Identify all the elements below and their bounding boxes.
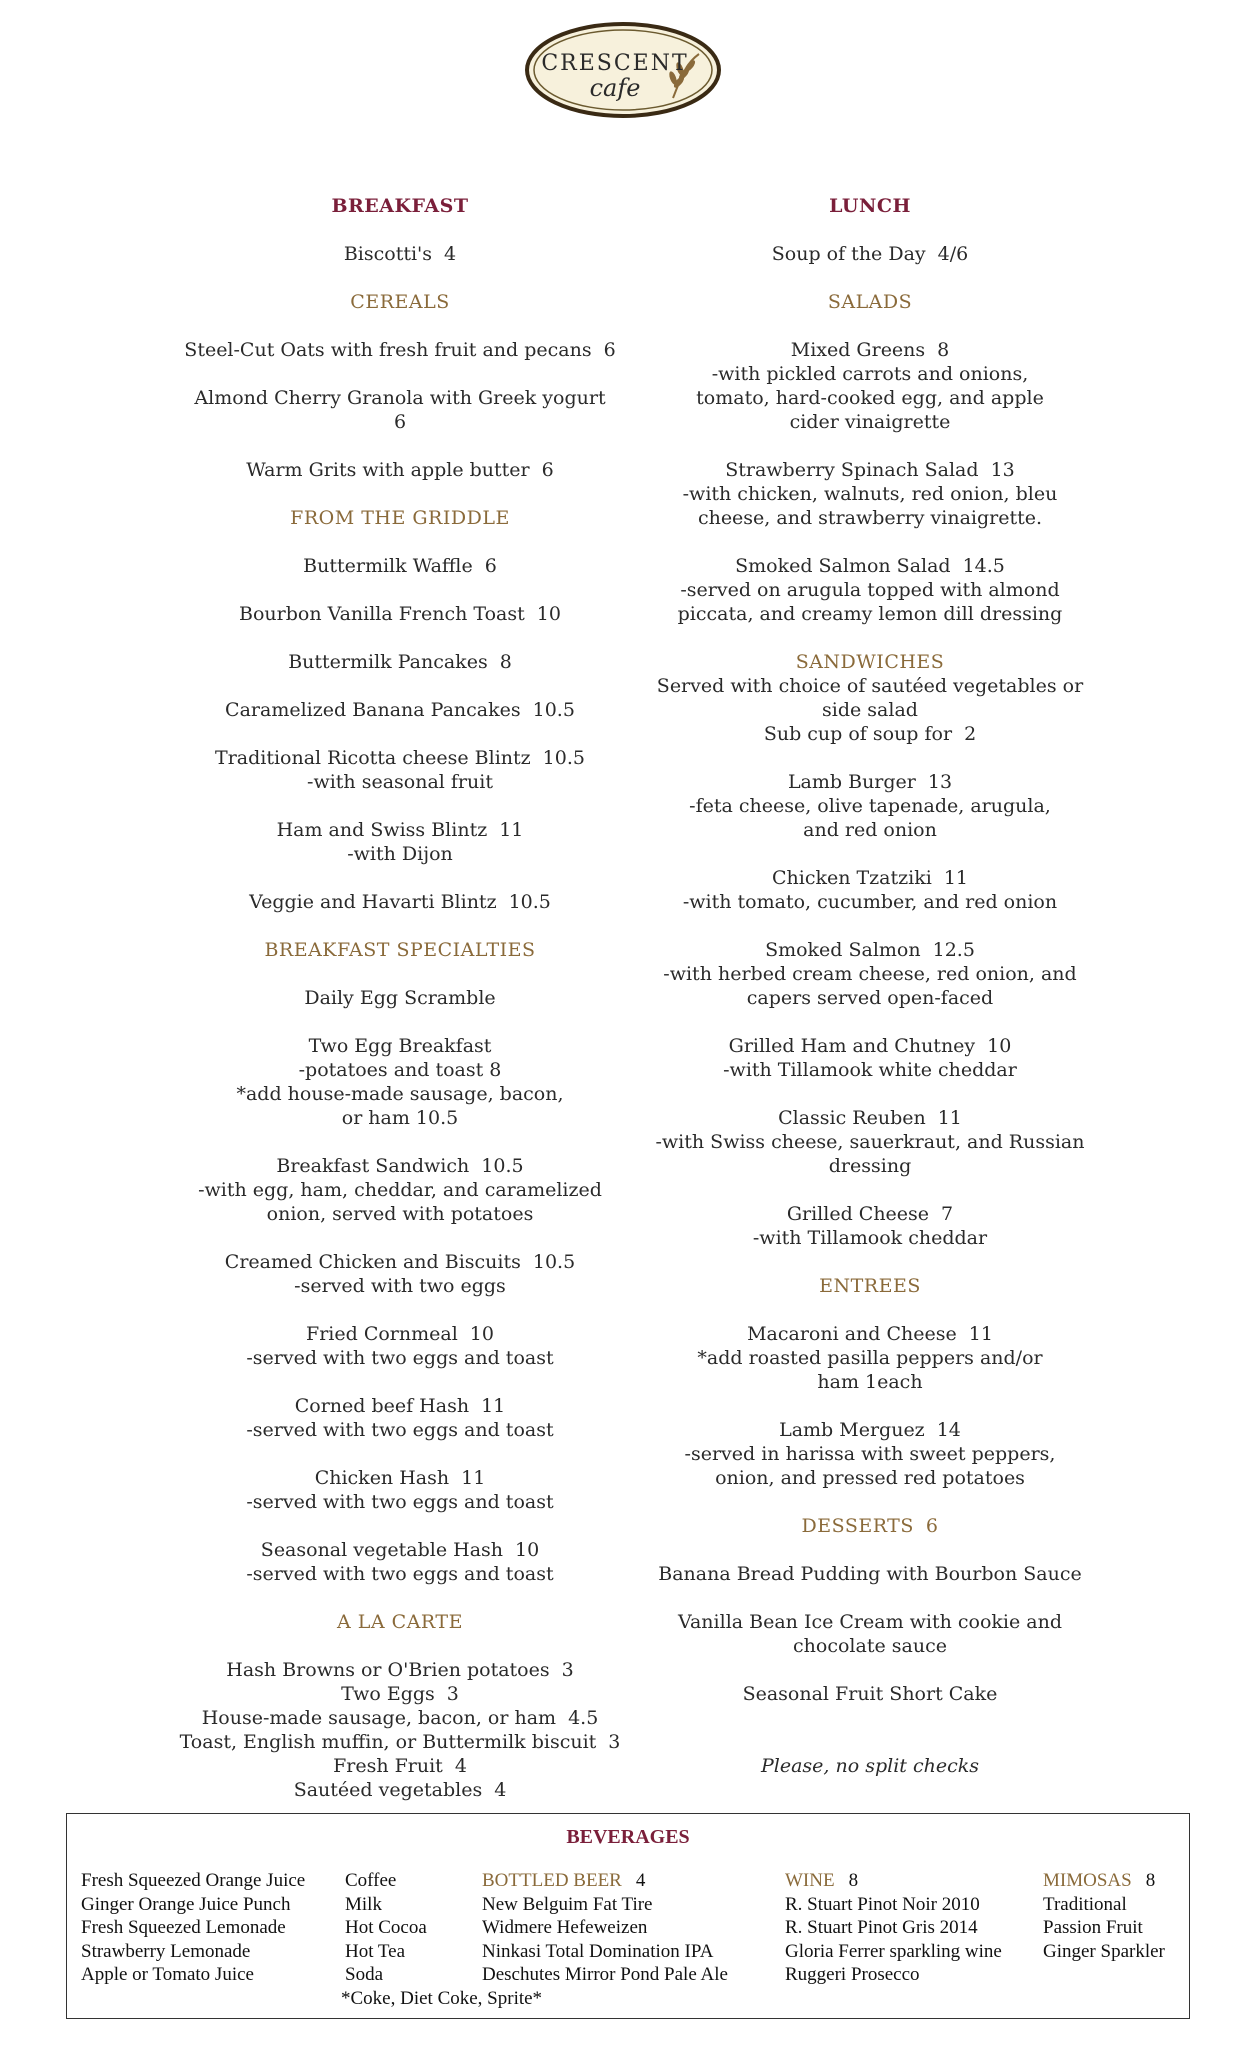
menu-item: Banana Bread Pudding with Bourbon Sauce — [658, 1563, 1082, 1585]
menu-item: Buttermilk Waffle 6 — [303, 555, 497, 577]
menu-item: Traditional Ricotta cheese Blintz 10.5 -with seasonal fruit — [215, 747, 585, 793]
beverage-item: Passion Fruit — [1043, 1917, 1143, 1938]
beverage-item: Milk — [345, 1893, 382, 1915]
beverage-item: Deschutes Mirror Pond Pale Ale — [482, 1964, 728, 1985]
menu-item: Biscotti's 4 — [343, 243, 457, 265]
beverage-item: Gloria Ferrer sparkling wine — [785, 1940, 1002, 1962]
menu-item: Macaroni and Cheese 11 *add roasted pasilla peppers and/or ham 1each — [697, 1323, 1043, 1393]
section-salads: SALADS — [827, 291, 913, 313]
menu-item: Lamb Merguez 14 -served in harissa with sweet peppers, onion, and pressed red potatoes — [684, 1419, 1056, 1489]
bottled-beer-list — [482, 1869, 728, 1987]
menu-item: Grilled Cheese 7 -with Tillamook cheddar — [752, 1203, 988, 1249]
soup-sub-note: Sub cup of soup for 2 — [763, 723, 977, 745]
menu-item: Chicken Hash 11 -served with two eggs and toast — [246, 1467, 554, 1513]
logo-wordmark: CRESCENT — [541, 51, 689, 76]
beverage-item: New Belguim Fat Tire — [482, 1893, 653, 1915]
juices-list — [81, 1869, 305, 1987]
logo-cafe: cafe — [589, 74, 641, 102]
wine-list — [785, 1869, 1002, 1987]
menu-item: Toast, English muffin, or Buttermilk biscuit 3 — [179, 1731, 621, 1753]
menu-item: Seasonal vegetable Hash 10 -served with two eggs and toast — [246, 1539, 554, 1585]
lunch-title: LUNCH — [829, 195, 911, 217]
menu-item: Creamed Chicken and Biscuits 10.5 -served with two eggs — [224, 1251, 576, 1297]
menu-item: Hash Browns or O'Brien potatoes 3 — [226, 1659, 574, 1681]
menu-item: Daily Egg Scramble — [304, 987, 496, 1009]
menu-item: Classic Reuben 11 -with Swiss cheese, sauerkraut, and Russian dressing — [655, 1107, 1085, 1177]
beverage-item: Apple or Tomato Juice — [81, 1964, 254, 1985]
beverages-title: BEVERAGES — [566, 1826, 690, 1848]
menu-item: Sautéed vegetables 4 — [293, 1779, 507, 1801]
section-entrees: ENTREES — [819, 1275, 921, 1297]
beverage-item: Ginger Orange Juice Punch — [81, 1893, 291, 1915]
menu-item: Corned beef Hash 11 -served with two eggs and toast — [246, 1395, 554, 1441]
beverage-item: Hot Tea — [345, 1940, 406, 1962]
menu-item: Breakfast Sandwich 10.5 -with egg, ham, cheddar, and caramelized onion, served with potatoes — [198, 1155, 602, 1225]
menu-item: Strawberry Spinach Salad 13 -with chicken, walnuts, red onion, bleu cheese, and strawberry vinaigrette. — [682, 459, 1058, 529]
menu-item: Fresh Fruit 4 — [333, 1755, 467, 1777]
beverage-item: Hot Cocoa — [345, 1917, 427, 1938]
menu-item: Smoked Salmon Salad 14.5 -served on arugula topped with almond piccata, and creamy lemon dill dressing — [677, 555, 1063, 625]
menu-item: Veggie and Havarti Blintz 10.5 — [249, 891, 551, 913]
menu-item: Buttermilk Pancakes 8 — [288, 651, 512, 673]
mimosas-heading: MIMOSAS 8 — [1043, 1870, 1156, 1891]
beverage-item: Ninkasi Total Domination IPA — [482, 1940, 714, 1962]
menu-item: Two Egg Breakfast -potatoes and toast 8 *add house-made sausage, bacon, or ham 10.5 — [236, 1035, 564, 1129]
mimosas-list — [1043, 1869, 1165, 1963]
menu-item: Steel-Cut Oats with fresh fruit and pecans 6 — [184, 339, 616, 361]
menu-item: Mixed Greens 8 -with pickled carrots and onions, tomato, hard-cooked egg, and apple cider vinaigrette — [696, 339, 1044, 433]
section-a-la-carte: A LA CARTE — [337, 1611, 463, 1633]
section-breakfast-specialties: BREAKFAST SPECIALTIES — [264, 939, 536, 961]
crescent-cafe-logo — [523, 20, 723, 120]
beverage-item: Traditional — [1043, 1893, 1127, 1915]
beverage-item: Soda — [345, 1964, 383, 1985]
beverage-item: R. Stuart Pinot Noir 2010 — [785, 1893, 980, 1915]
menu-item: Ham and Swiss Blintz 11 -with Dijon — [276, 819, 524, 865]
beverage-item: Fresh Squeezed Orange Juice — [81, 1870, 306, 1891]
beverage-item: Coffee — [345, 1870, 397, 1891]
menu-item: Bourbon Vanilla French Toast 10 — [239, 603, 561, 625]
menu-item: Warm Grits with apple butter 6 — [246, 459, 554, 481]
menu-item: Caramelized Banana Pancakes 10.5 — [225, 699, 575, 721]
beverages-box — [66, 1813, 1190, 2019]
beverage-item: Strawberry Lemonade — [81, 1940, 251, 1962]
section-from-the-griddle: FROM THE GRIDDLE — [290, 507, 510, 529]
beverage-item: Fresh Squeezed Lemonade — [81, 1917, 286, 1938]
section-desserts: DESSERTS 6 — [801, 1515, 939, 1537]
menu-item: Vanilla Bean Ice Cream with cookie and chocolate sauce — [678, 1611, 1062, 1657]
bottled-beer-heading: BOTTLED BEER 4 — [482, 1870, 646, 1891]
section-cereals: CEREALS — [350, 291, 450, 313]
no-split-checks-note: Please, no split checks — [761, 1755, 979, 1777]
menu-item: Almond Cherry Granola with Greek yogurt 6 — [194, 387, 606, 433]
beverage-note: *Coke, Diet Coke, Sprite* — [341, 1987, 543, 2009]
menu-item: House-made sausage, bacon, or ham 4.5 — [201, 1707, 599, 1729]
section-sandwiches: SANDWICHES — [795, 651, 945, 673]
menu-item: Chicken Tzatziki 11 -with tomato, cucumber, and red onion — [682, 867, 1058, 913]
beverage-item: Ruggeri Prosecco — [785, 1964, 920, 1985]
menu-item: Two Eggs 3 — [341, 1683, 459, 1705]
menu-item: Lamb Burger 13 -feta cheese, olive tapenade, arugula, and red onion — [689, 771, 1051, 841]
sandwiches-note: Served with choice of sautéed vegetables or side salad — [656, 675, 1084, 721]
menu-item: Soup of the Day 4/6 — [771, 243, 969, 265]
breakfast-title: BREAKFAST — [331, 195, 469, 217]
menu-item: Smoked Salmon 12.5 -with herbed cream cheese, red onion, and capers served open-faced — [663, 939, 1077, 1009]
menu-item: Grilled Ham and Chutney 10 -with Tillamook white cheddar — [723, 1035, 1017, 1081]
wine-heading: WINE 8 — [785, 1870, 859, 1891]
beverage-item: R. Stuart Pinot Gris 2014 — [785, 1917, 978, 1938]
menu-item: Seasonal Fruit Short Cake — [742, 1683, 998, 1705]
beverage-item: Widmere Hefeweizen — [482, 1917, 648, 1938]
menu-item: Fried Cornmeal 10 -served with two eggs and toast — [246, 1323, 554, 1369]
beverage-item: Ginger Sparkler — [1043, 1940, 1165, 1962]
